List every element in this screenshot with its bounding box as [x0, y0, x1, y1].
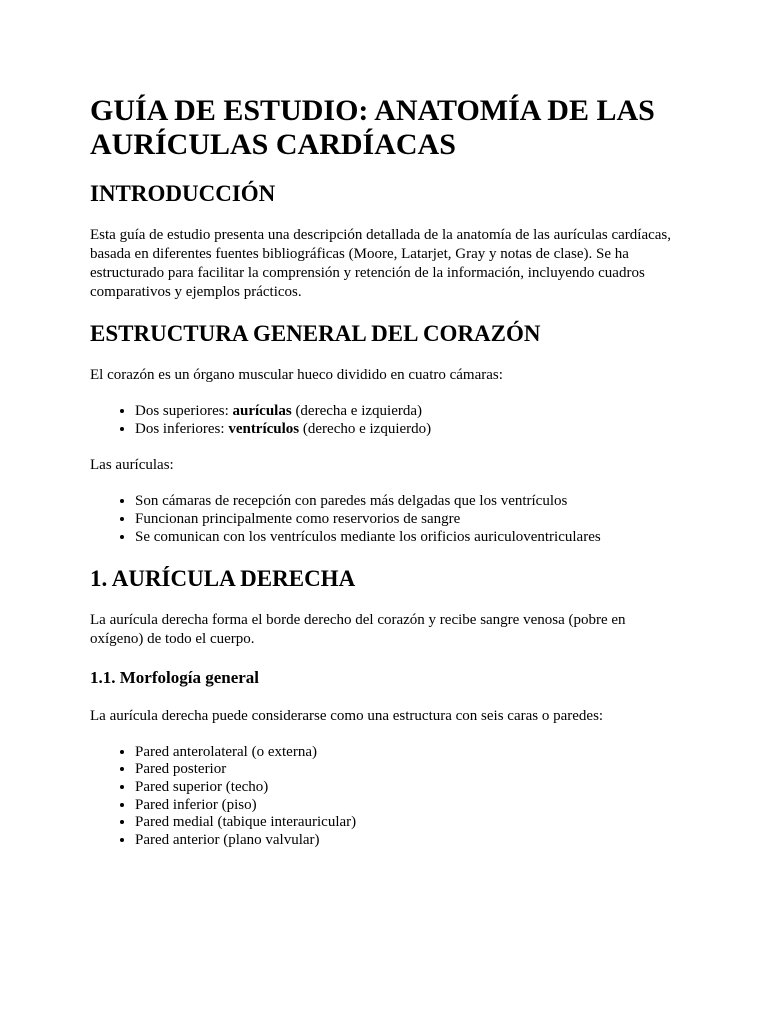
auriculas-list	[90, 493, 678, 546]
walls-list	[90, 744, 678, 850]
list-item: • Pared inferior (piso)	[135, 797, 678, 815]
structure-heading: ESTRUCTURA GENERAL DEL CORAZÓN	[90, 321, 541, 346]
right-atrium-paragraph: La aurícula derecha forma el borde derecho del corazón y recibe sangre venosa (pobre en oxígeno) de todo el cuerpo.	[90, 611, 626, 647]
right-atrium-heading: 1. AURÍCULA DERECHA	[90, 565, 356, 591]
morphology-intro: La aurícula derecha puede considerarse como una estructura con seis caras o paredes:	[90, 707, 604, 724]
list-item: • Pared anterolateral (o externa)	[135, 744, 678, 762]
intro-heading: INTRODUCCIÓN	[90, 181, 276, 206]
auriculas-label: Las aurículas:	[90, 457, 174, 474]
list-item: • Pared anterior (plano valvular)	[135, 832, 678, 850]
list-item: • Funcionan principalmente como reservorios de sangre	[135, 511, 678, 529]
list-item: • Pared posterior	[135, 761, 678, 779]
list-item: • Dos superiores: aurículas (derecha e izquierda)	[135, 403, 678, 421]
list-item: • Pared superior (techo)	[135, 779, 678, 797]
list-item: • Son cámaras de recepción con paredes más delgadas que los ventrículos	[135, 493, 678, 511]
list-item: • Pared medial (tabique interauricular)	[135, 814, 678, 832]
list-item: • Dos inferiores: ventrículos (derecho e izquierdo)	[135, 421, 678, 439]
intro-paragraph: Esta guía de estudio presenta una descripción detallada de la anatomía de las aurículas cardíacas, basada en diferentes fuentes bibliográficas (Moore, Latarjet, Gray y notas de clase). Se ha estructurado para facilitar la comprensión y retención de la información, incluyendo cuadros comparativos y ejemplos prácticos.	[90, 227, 672, 300]
morphology-heading: 1.1. Morfología general	[90, 667, 260, 687]
list-item: • Se comunican con los ventrículos mediante los orificios auriculoventriculares	[135, 529, 678, 547]
chambers-list	[90, 403, 678, 438]
structure-intro: El corazón es un órgano muscular hueco dividido en cuatro cámaras:	[90, 367, 503, 383]
document-title: GUÍA DE ESTUDIO: ANATOMÍA DE LAS AURÍCULAS CARDÍACAS	[90, 94, 655, 161]
